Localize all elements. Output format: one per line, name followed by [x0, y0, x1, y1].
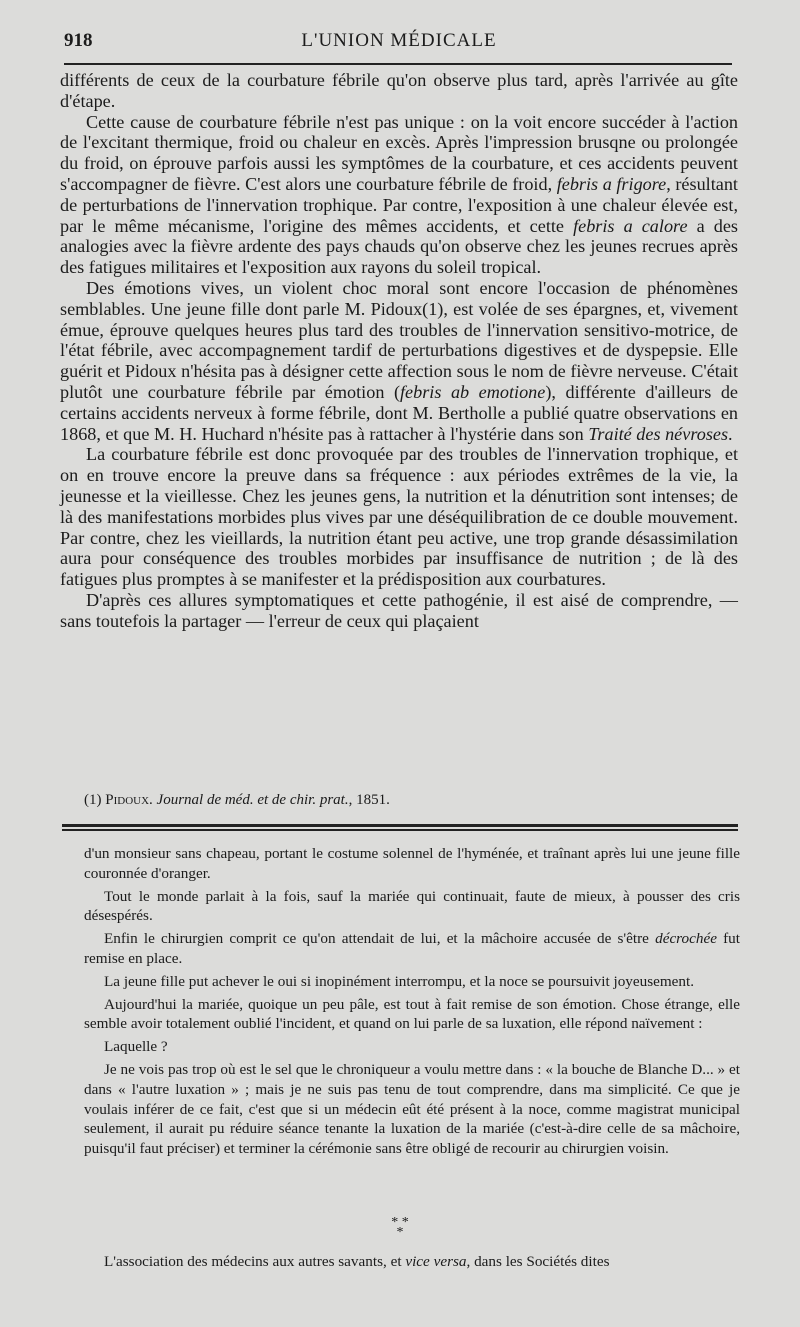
paragraph-text: Cette cause de courbature fébrile n'est pas unique : on la voit encore succéder à l'action de l'excitant thermique, froid ou chaleur en excès. Après l'impression brusqne ou prolongée du froid, on éprouve parfois aussi les symptômes de la courbature, et ces accidents peuvent s'accompagner de fièvre. C'est alors une courbature fébrile de froid, — [60, 111, 738, 194]
paragraph-text: différents de ceux de la courbature fébrile qu'on observe plus tard, après l'arrivée au gîte d'étape. — [60, 70, 738, 111]
header-rule — [64, 63, 732, 65]
section-asterism: * * * — [391, 1215, 409, 1240]
paragraph-text: ), différente d'ailleurs de certains accidents nerveux à forme fébrile, dont M. Bertholle a publié quatre observations en 1868, et que M. H. Huchard n'hésite pas à rattacher à l'hystérie dans son — [60, 381, 738, 444]
paragraph — [84, 995, 740, 1035]
paragraph — [60, 278, 738, 444]
feuilleton-text — [84, 844, 740, 1159]
paragraph-text: Des émotions vives, un violent choc moral sont encore l'occasion de phénomènes semblables. Une jeune fille dont parle M. Pidoux(1), est volée de ses épargnes, et, vivement émue, éprouve quelques heures plus tard des troubles de l'innervation sensitivo-motrice, de l'état fébrile, avec accompagnement tardif de perturbations digestives et de dyspepsie. Elle guérit et Pidoux n'hésita pas à désigner cette affection sous le nom de fièvre nerveuse. C'était plutôt une courbature fébrile par émotion ( — [60, 277, 738, 402]
footnote-sep: . — [149, 792, 157, 808]
paragraph-text: Je ne vois pas trop où est le sel que le chroniqueur a voulu mettre dans : « la bouche de Blanche D... » et dans « l'autre luxation » ; mais je ne suis pas tenu de tout comprendre, dans ma simplicité. Ce que je voulais inférer de ce fait, c'est que si un médecin eût été présent à la noce, comme magistrat municipal seulement, il aurait pu réduire séance tenante la luxation de la mariée (c'est-à-dire celle de sa mâchoire, puisqu'il faut préciser) et terminer la cérémonie sans être obligé de recourir au chirurgien voisin. — [84, 1060, 740, 1158]
paragraph — [84, 929, 740, 969]
footnote-label: (1) — [84, 792, 106, 808]
latin-term: febris a frigore — [556, 173, 667, 194]
emphasis: décrochée — [655, 930, 717, 948]
latin-term: febris ab emotione — [400, 381, 546, 402]
paragraph — [60, 590, 738, 632]
paragraph — [84, 1060, 740, 1159]
paragraph-text: Enfin le chirurgien comprit ce qu'on attendait de lui, et la mâchoire accusée de s'être — [104, 930, 656, 948]
closing-line — [104, 1253, 750, 1271]
paragraph-text: , résultant de perturbations de l'innervation trophique. Par contre, l'exposition à une chaleur élevée est, par le même mécanisme, l'origine des mêmes accidents, et cette — [60, 173, 738, 236]
paragraph-text: . — [728, 423, 733, 444]
paragraph — [84, 972, 740, 992]
emphasis: vice versa — [405, 1253, 467, 1270]
footnote-year: , 1851. — [348, 792, 390, 808]
paragraph-text: Tout le monde parlait à la fois, sauf la mariée qui continuait, faute de mieux, à pousser des cris désespérés. — [84, 887, 740, 925]
paragraph-text: Laquelle ? — [104, 1038, 168, 1056]
paragraph — [84, 1037, 740, 1057]
paragraph-text: d'un monsieur sans chapeau, portant le costume solennel de l'hyménée, et traînant après lui une jeune fille couronnée d'oranger. — [84, 845, 740, 882]
book-title: Traité des névroses — [588, 423, 729, 444]
main-text — [60, 70, 738, 632]
paragraph — [84, 844, 740, 884]
paragraph-text: fut remise en place. — [84, 930, 740, 967]
feuilleton-divider — [62, 824, 738, 831]
page-header — [64, 22, 734, 62]
paragraph-text: a des analogies avec la fièvre ardente des pays chauds qu'on observe chez les jeunes recrues après des fatigues militaires et l'exposition aux rayons du soleil tropical. — [60, 215, 738, 278]
footnote — [84, 792, 734, 809]
latin-term: febris a calore — [573, 215, 688, 236]
paragraph — [60, 444, 738, 590]
footnote-journal: Journal de méd. et de chir. prat. — [156, 792, 349, 808]
paragraph-text: , dans les Sociétés dites — [466, 1253, 610, 1270]
running-title: L'UNION MÉDICALE — [301, 30, 497, 51]
footnote-author: Pidoux — [105, 792, 150, 808]
page-number: 918 — [64, 30, 93, 51]
paragraph — [84, 887, 740, 927]
paragraph-text: Aujourd'hui la mariée, quoique un peu pâle, est tout à fait remise de son émotion. Chose étrange, elle semble avoir totalement oublié l'incident, et quand on lui parle de sa luxation, elle répond naïvement : — [84, 995, 740, 1033]
paragraph-text: La jeune fille put achever le oui si inopinément interrompu, et la noce se poursuivit joyeusement. — [104, 972, 695, 990]
paragraph-text: D'après ces allures symptomatiques et cette pathogénie, il est aisé de comprendre, — sans toutefois la partager — l'erreur de ceux qui plaçaient — [60, 589, 738, 631]
paragraph-text: La courbature fébrile est donc provoquée par des troubles de l'innervation trophique, et on en trouve encore la preuve dans sa fréquence : aux périodes extrêmes de la vie, la jeunesse et la vieillesse. Chez les jeunes gens, la nutrition et la dénutrition sont intenses; de là des manifestations morbides plus vives par une déséquilibration de ce double mouvement. Par contre, chez les vieillards, la nutrition étant peu active, une trop grande désassimilation aura pour conséquence des troubles morbides par insuffisance de nutrition ; de là des fatigues plus promptes à se manifester et la prédisposition aux courbatures. — [60, 444, 738, 590]
paragraph-text: L'association des médecins aux autres savants, et — [104, 1253, 406, 1270]
paragraph — [60, 70, 738, 112]
paragraph — [60, 112, 738, 278]
